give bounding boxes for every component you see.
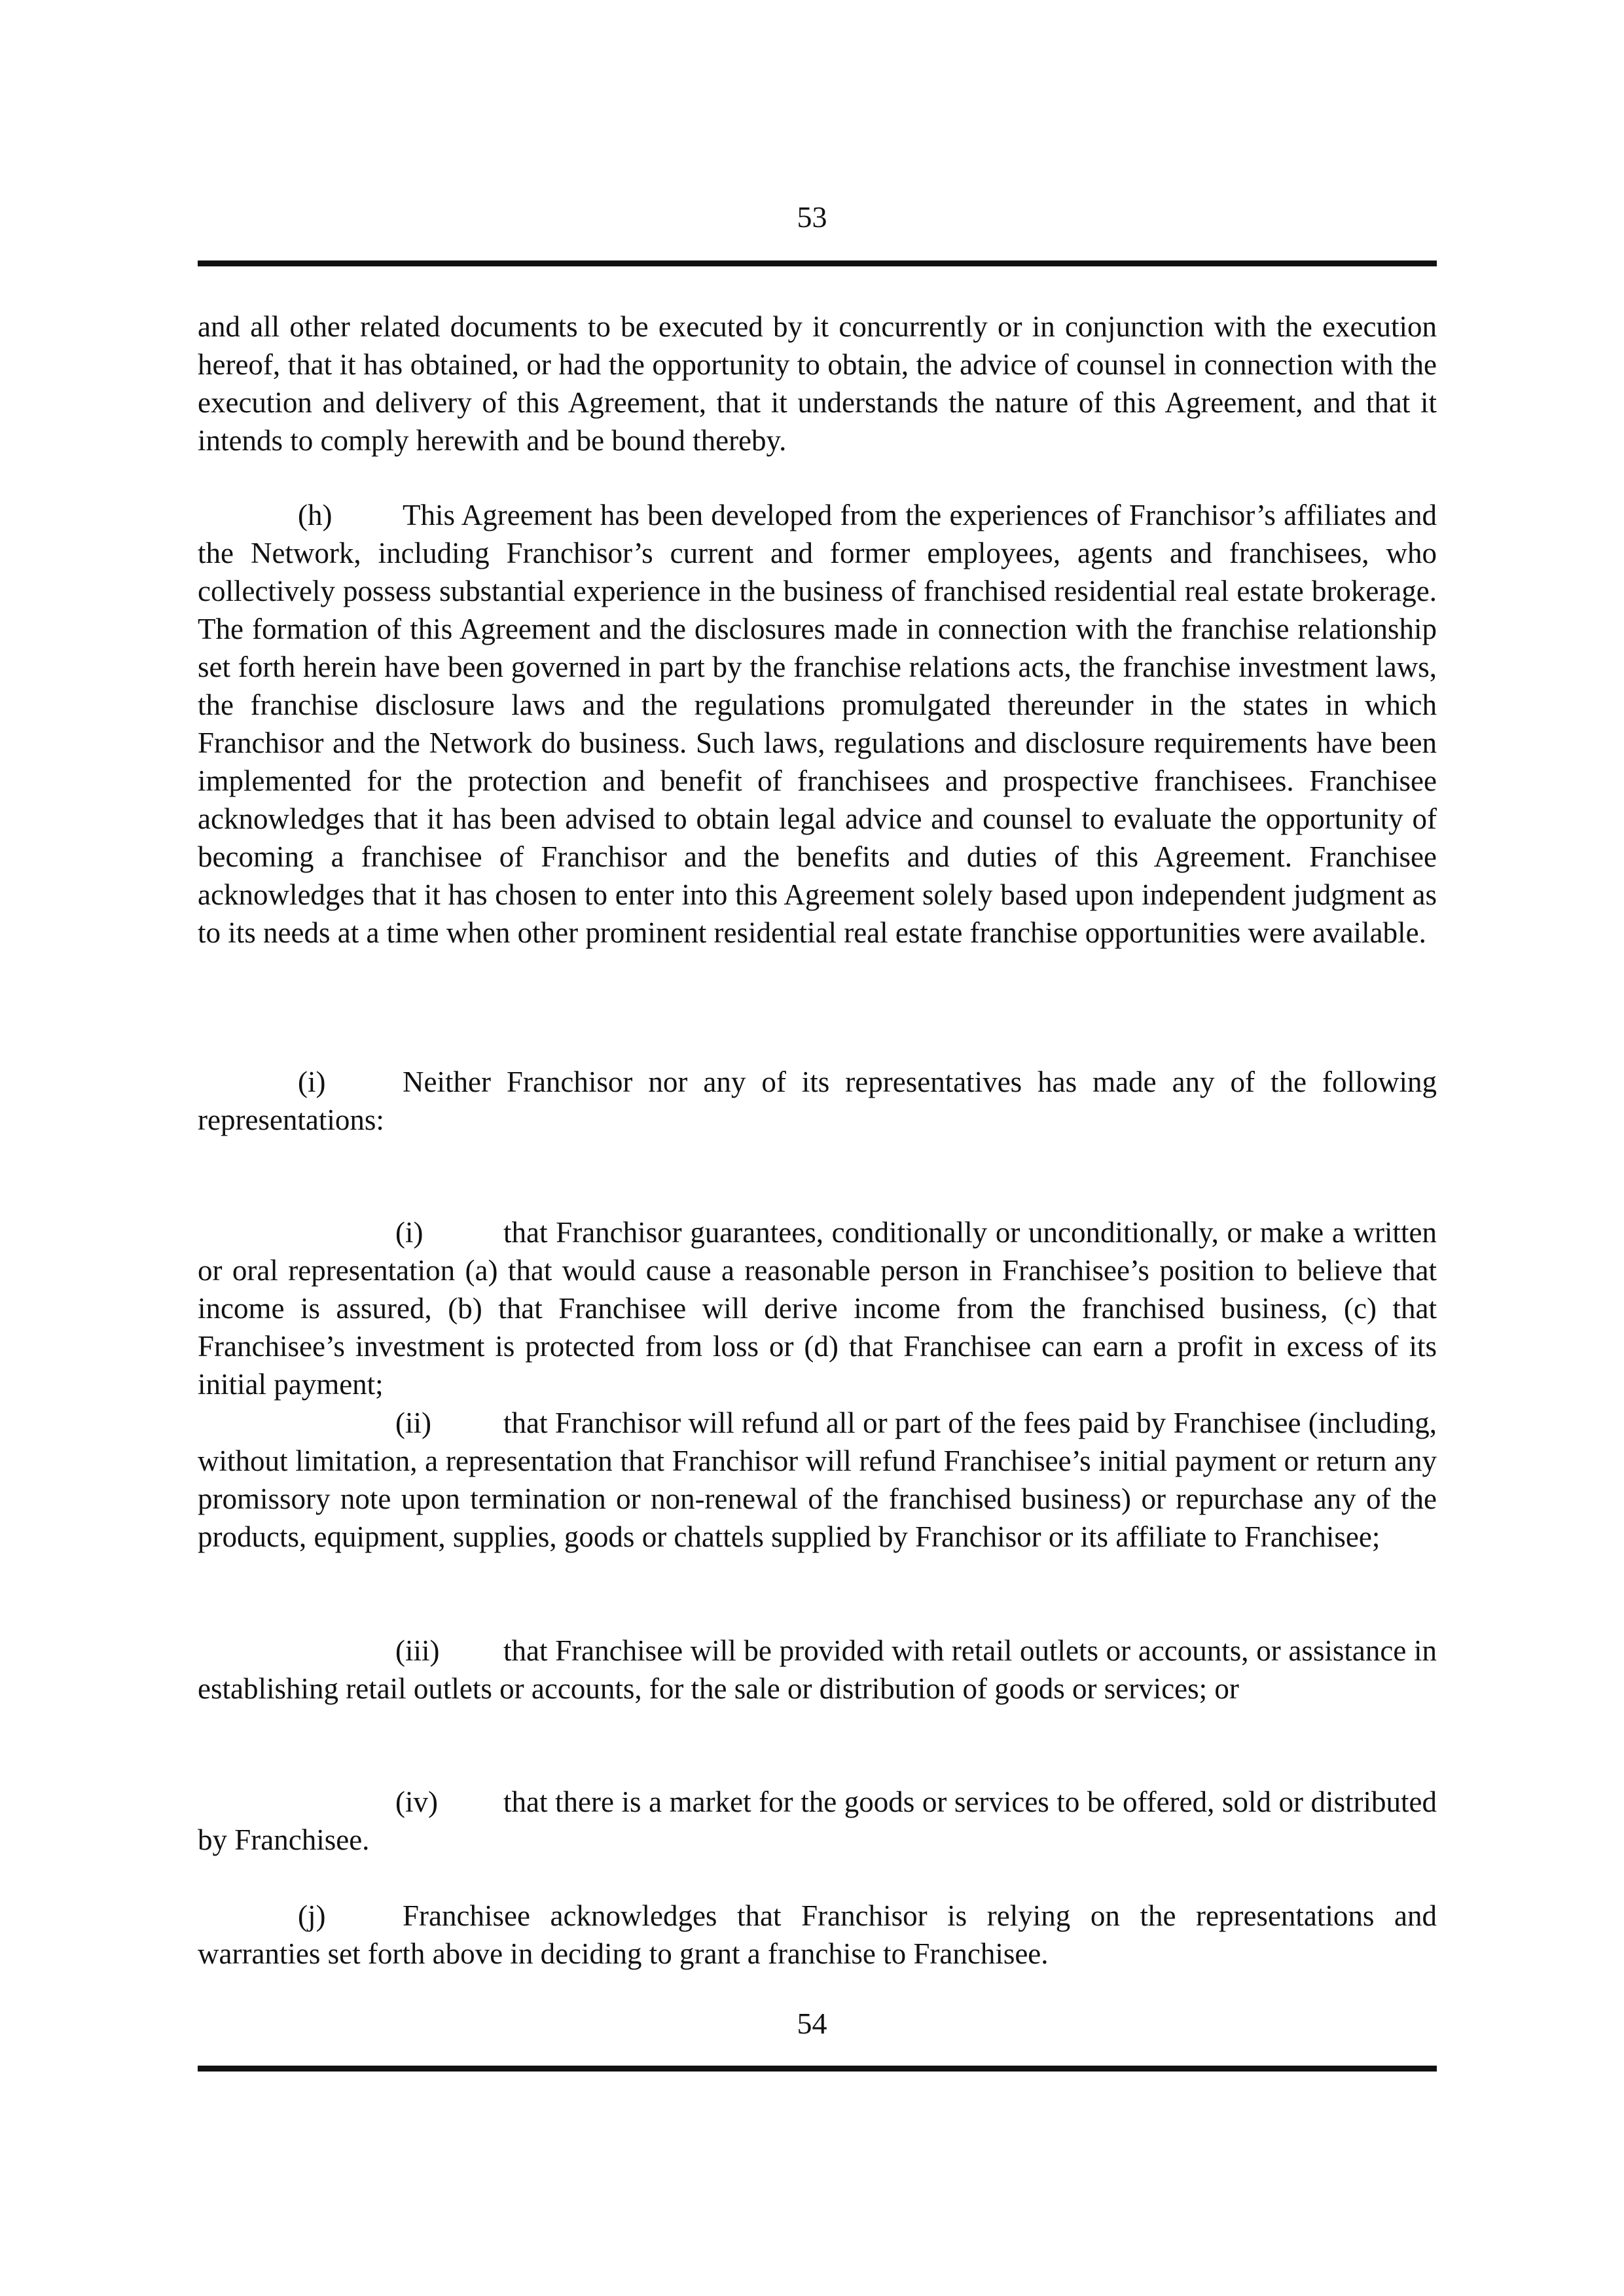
sub-item-iv-marker: (iv) xyxy=(395,1785,438,1818)
paragraph-h-marker: (h) xyxy=(298,499,333,531)
header-rule-bottom xyxy=(198,2066,1437,2072)
paragraph-i xyxy=(198,1063,1437,1139)
page-number-top: 53 xyxy=(797,200,827,234)
header-rule-top xyxy=(198,260,1437,266)
sub-item-iv-text: that there is a market for the goods or services to be offered, sold or distributed by Franchisee. xyxy=(198,1785,1437,1856)
sub-item-i-marker: (i) xyxy=(395,1216,424,1249)
paragraph-j-marker: (j) xyxy=(298,1899,326,1932)
sub-item-ii xyxy=(198,1404,1437,1556)
paragraph-j-text: Franchisee acknowledges that Franchisor is relying on the representations and warranties set forth above in deciding to grant a franchise to Franchisee. xyxy=(198,1899,1437,1970)
paragraph-h xyxy=(198,496,1437,952)
paragraph-i-marker: (i) xyxy=(298,1066,326,1098)
sub-item-iii xyxy=(198,1632,1437,1708)
sub-item-i-text: that Franchisor guarantees, conditionally or unconditionally, or make a written or oral representation (a) that would cause a reasonable person in Franchisee’s position to believe that income is assured, (b) that Franchisee will derive income from the franchised business, (c) that Franchisee’s investment is protected from loss or (d) that Franchisee can earn a profit in excess of its initial payment; xyxy=(198,1216,1437,1401)
sub-item-ii-marker: (ii) xyxy=(395,1407,431,1439)
sub-item-iii-marker: (iii) xyxy=(395,1634,440,1667)
sub-item-i xyxy=(198,1213,1437,1403)
continuation-paragraph: and all other related documents to be executed by it concurrently or in conjunction with the execution hereof, that it has obtained, or had the opportunity to obtain, the advice of counsel in connection with the execution and delivery of this Agreement, that it understands the nature of this Agreement, and that it intends to comply herewith and be bound thereby. xyxy=(198,310,1437,457)
paragraph-i-text: Neither Franchisor nor any of its representatives has made any of the following representations: xyxy=(198,1066,1437,1136)
page-number-bottom: 54 xyxy=(797,2007,827,2040)
sub-item-iii-text: that Franchisee will be provided with retail outlets or accounts, or assistance in establishing retail outlets or accounts, for the sale or distribution of goods or services; or xyxy=(198,1634,1437,1705)
sub-item-ii-text: that Franchisor will refund all or part of the fees paid by Franchisee (including, without limitation, a representation that Franchisor will refund Franchisee’s initial payment or return any promissory note upon termination or non-renewal of the franchised business) or repurchase any of the products, equipment, supplies, goods or chattels supplied by Franchisor or its affiliate to Franchisee; xyxy=(198,1407,1437,1553)
paragraph-h-text: This Agreement has been developed from the experiences of Franchisor’s affiliates and the Network, including Franchisor’s current and former employees, agents and franchisees, who collectively possess substantial experience in the business of franchised residential real estate brokerage. The formation of this Agreement and the disclosures made in connection with the franchise relationship set forth herein have been governed in part by the franchise relations acts, the franchise investment laws, the franchise disclosure laws and the regulations promulgated thereunder in the states in which Franchisor and the Network do business. Such laws, regulations and disclosure requirements have been implemented for the protection and benefit of franchisees and prospective franchisees. Franchisee acknowledges that it has been advised to obtain legal advice and counsel to evaluate the opportunity of becoming a franchisee of Franchisor and the benefits and duties of this Agreement. Franchisee acknowledges that it has chosen to enter into this Agreement solely based upon independent judgment as to its needs at a time when other prominent residential real estate franchise opportunities were available. xyxy=(198,499,1437,949)
paragraph-j xyxy=(198,1897,1437,1973)
sub-item-iv xyxy=(198,1783,1437,1859)
